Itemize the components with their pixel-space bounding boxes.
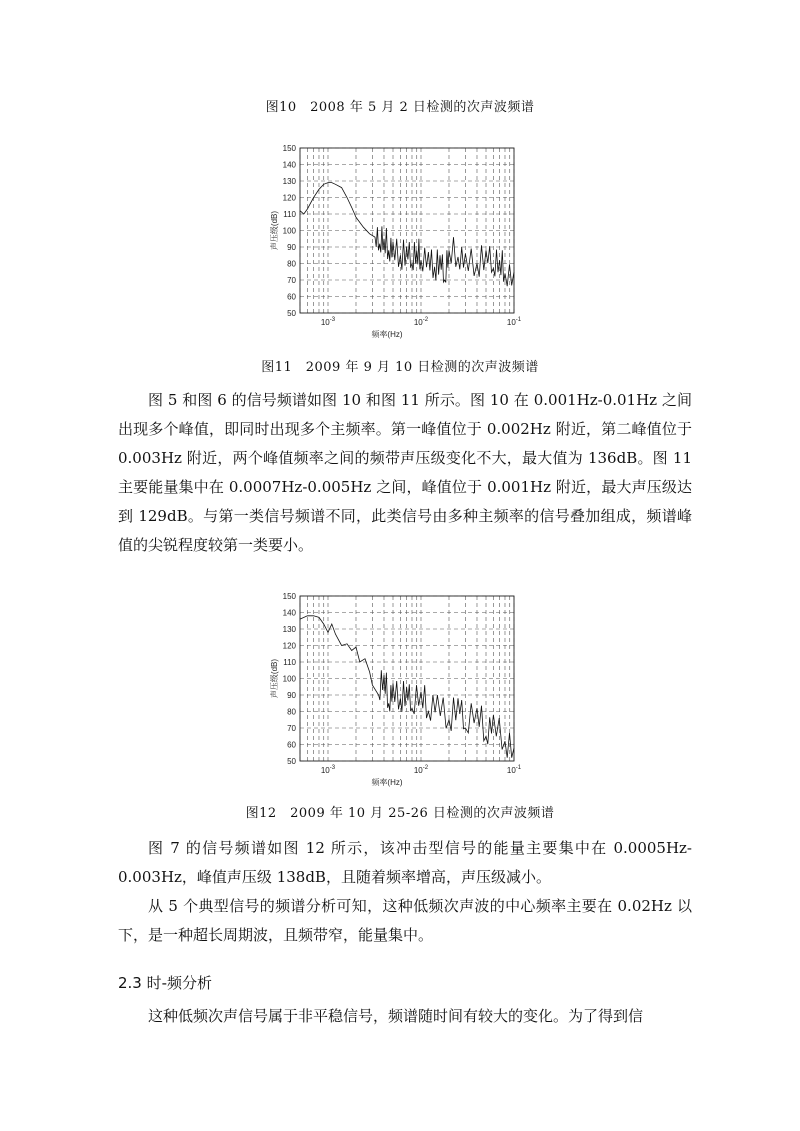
paragraph-1-text: 图 5 和图 6 的信号频谱如图 10 和图 11 所示。图 10 在 0.001Hz-0.01Hz 之间出现多个峰值，即同时出现多个主频率。第一峰值位于 0.002Hz 附近，第二峰值位于 0.003Hz 附近，两个峰值频率之间的频带声压级变化不大，最大值为 136dB。图 11 主要能量集中在 0.0007Hz-0.005Hz 之间，峰值位于 0.001Hz 附近，最大声压级达到 129dB。与第一类信号频谱不同，此类信号由多种主频率的信号叠加组成，频谱峰值的尖锐程度较第一类要小。 xyxy=(118,391,692,554)
y-tick-label: 80 xyxy=(287,259,296,269)
x-tick-base: 10 xyxy=(320,766,330,775)
y-tick-label: 120 xyxy=(282,193,296,203)
y-tick-label: 80 xyxy=(287,707,296,717)
x-tick-base: 10 xyxy=(413,318,423,327)
y-tick-label: 150 xyxy=(282,144,296,153)
figure-12-caption: 图12 2009 年 10 月 25-26 日检测的次声波频谱 xyxy=(245,806,555,821)
section-heading: 2.3 时-频分析 xyxy=(118,974,213,992)
y-axis-label: 声压级(dB) xyxy=(270,210,279,251)
paragraph-2 xyxy=(118,834,692,950)
paragraph-3-text: 从 5 个典型信号的频谱分析可知，这种低频次声波的中心频率主要在 0.02Hz 以下，是一种超长周期波，且频带窄，能量集中。 xyxy=(118,897,692,944)
y-tick-label: 150 xyxy=(282,592,296,601)
y-tick-label: 110 xyxy=(283,658,296,667)
y-tick-label: 100 xyxy=(282,226,296,236)
spectrum-line xyxy=(300,183,514,287)
x-tick-label xyxy=(414,317,429,327)
y-tick-label: 140 xyxy=(282,608,296,618)
figure-11-spectrum-chart xyxy=(268,140,528,340)
y-tick-label: 130 xyxy=(282,177,296,186)
x-tick-exp: -1 xyxy=(515,765,522,771)
x-tick-base: 10 xyxy=(413,766,423,775)
x-tick-label xyxy=(321,317,336,327)
x-tick-exp: -3 xyxy=(329,765,336,771)
figure-12-spectrum-chart xyxy=(268,588,528,788)
spectrum-line xyxy=(300,616,514,758)
y-axis-label: 声压级(dB) xyxy=(270,658,279,699)
figure-10-caption: 图10 2008 年 5 月 2 日检测的次声波频谱 xyxy=(265,100,535,115)
x-axis-label: 频率(Hz) xyxy=(371,330,403,339)
y-tick-label: 120 xyxy=(282,641,296,651)
y-tick-label: 110 xyxy=(283,210,296,219)
y-tick-label: 70 xyxy=(287,276,296,285)
paragraph-2-text: 图 7 的信号频谱如图 12 所示，该冲击型信号的能量主要集中在 0.0005Hz-0.003Hz，峰值声压级 138dB，且随着频率增高，声压级减小。 xyxy=(118,839,692,886)
paragraph-1 xyxy=(118,386,692,560)
x-tick-exp: -1 xyxy=(515,317,522,323)
x-axis-label: 频率(Hz) xyxy=(371,778,403,787)
x-tick-base: 10 xyxy=(506,318,516,327)
y-tick-label: 130 xyxy=(282,625,296,634)
x-tick-exp: -2 xyxy=(422,765,429,771)
x-tick-exp: -3 xyxy=(329,317,336,323)
x-tick-exp: -2 xyxy=(422,317,429,323)
figure-11-caption: 图11 2009 年 9 月 10 日检测的次声波频谱 xyxy=(261,360,539,375)
y-tick-label: 70 xyxy=(287,724,296,733)
y-tick-label: 100 xyxy=(282,674,296,684)
y-tick-label: 140 xyxy=(282,160,296,170)
y-tick-label: 50 xyxy=(287,309,296,318)
y-tick-label: 90 xyxy=(287,243,296,252)
x-tick-base: 10 xyxy=(506,766,516,775)
y-tick-label: 60 xyxy=(287,740,296,750)
paragraph-4 xyxy=(118,1002,692,1031)
x-tick-base: 10 xyxy=(320,318,330,327)
y-tick-label: 50 xyxy=(287,757,296,766)
x-tick-label xyxy=(507,765,522,775)
x-tick-label xyxy=(507,317,522,327)
y-tick-label: 90 xyxy=(287,691,296,700)
x-tick-label xyxy=(414,765,429,775)
paragraph-4-text: 这种低频次声信号属于非平稳信号，频谱随时间有较大的变化。为了得到信 xyxy=(148,1007,644,1025)
x-tick-label xyxy=(321,765,336,775)
y-tick-label: 60 xyxy=(287,292,296,302)
